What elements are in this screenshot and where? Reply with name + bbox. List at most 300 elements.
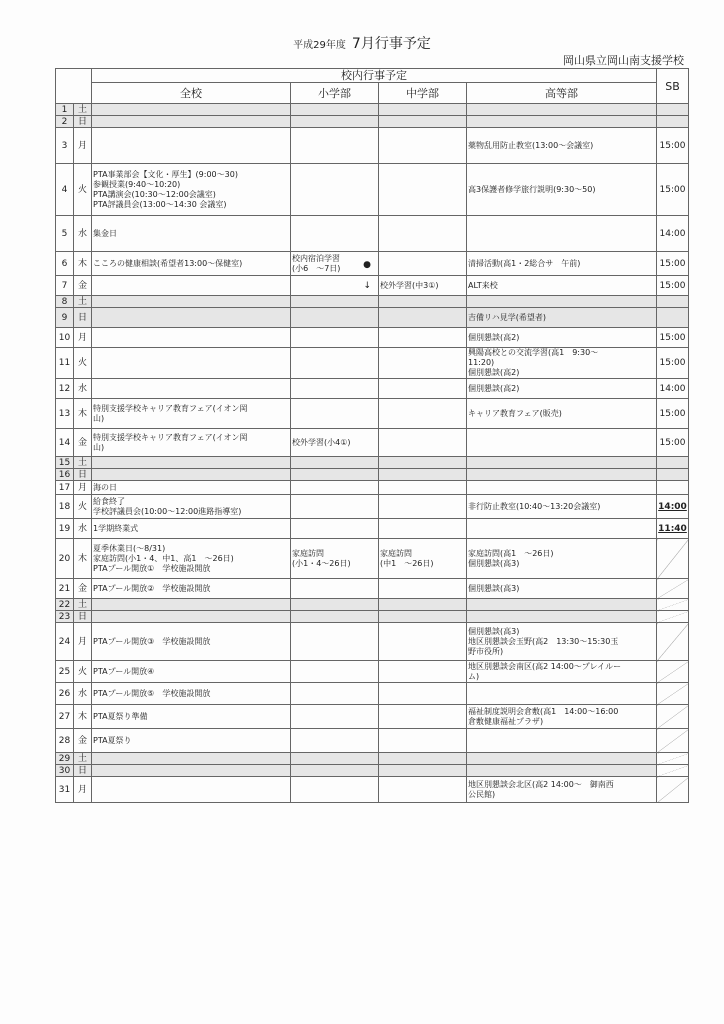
cell-high — [467, 539, 657, 579]
cell-all — [92, 495, 291, 519]
cell-all — [92, 399, 291, 429]
schedule-row — [56, 379, 689, 399]
header-high: 高等部 — [467, 83, 657, 104]
cell-mid — [379, 753, 467, 765]
cell-all — [92, 128, 291, 164]
cell-high — [467, 495, 657, 519]
event-text: ム) — [468, 671, 480, 681]
weekday-cell: 日 — [74, 469, 92, 481]
cell-all — [92, 539, 291, 579]
event-text: 山) — [93, 442, 105, 452]
event-text: 個別懇談(高2) — [468, 332, 520, 342]
cell-elem — [291, 729, 379, 753]
weekday-cell: 火 — [74, 348, 92, 379]
date-cell: 7 — [56, 276, 74, 296]
cell-sb — [657, 623, 689, 661]
cell-sb — [657, 729, 689, 753]
cell-high — [467, 729, 657, 753]
cell-elem — [291, 661, 379, 683]
weekday-cell: 金 — [74, 729, 92, 753]
cell-elem — [291, 765, 379, 777]
cell-elem — [291, 579, 379, 599]
cell-elem — [291, 623, 379, 661]
weekday-cell: 月 — [74, 128, 92, 164]
cell-all — [92, 765, 291, 777]
cell-all — [92, 216, 291, 252]
cell-elem — [291, 104, 379, 116]
cell-all — [92, 252, 291, 276]
date-cell: 31 — [56, 777, 74, 803]
event-text: 学校評議員会(10:00～12:00進路指導室) — [93, 506, 242, 516]
event-text: PTA事業部会【文化・厚生】(9:00～30) — [93, 169, 238, 179]
cell-sb — [657, 104, 689, 116]
cell-elem — [291, 539, 379, 579]
date-cell: 27 — [56, 705, 74, 729]
date-cell: 30 — [56, 765, 74, 777]
schedule-row — [56, 308, 689, 328]
cell-mid — [379, 116, 467, 128]
cell-sb — [657, 611, 689, 623]
date-cell: 25 — [56, 661, 74, 683]
weekday-cell: 日 — [74, 765, 92, 777]
cell-all — [92, 777, 291, 803]
schedule-row — [56, 519, 689, 539]
event-text: PTAプール開放③ 学校施設開放 — [93, 636, 211, 646]
event-text: 個別懇談(高2) — [468, 383, 520, 393]
weekday-cell: 金 — [74, 429, 92, 457]
cell-sb — [657, 777, 689, 803]
cell-all — [92, 348, 291, 379]
event-text: 家庭訪問(高1 ～26日) — [468, 548, 554, 558]
cell-sb — [657, 296, 689, 308]
schedule-row — [56, 599, 689, 611]
cell-all — [92, 379, 291, 399]
cell-all — [92, 683, 291, 705]
cell-mid — [379, 729, 467, 753]
cell-mid — [379, 252, 467, 276]
weekday-cell: 木 — [74, 252, 92, 276]
cell-elem — [291, 164, 379, 216]
cell-sb: 11:40 — [657, 519, 689, 539]
cell-mid — [379, 623, 467, 661]
cell-sb — [657, 661, 689, 683]
schedule-row — [56, 429, 689, 457]
cell-mid — [379, 481, 467, 495]
cell-mid — [379, 777, 467, 803]
schedule-row — [56, 683, 689, 705]
schedule-row — [56, 164, 689, 216]
date-cell: 22 — [56, 599, 74, 611]
cell-mid — [379, 539, 467, 579]
cell-high — [467, 128, 657, 164]
cell-mid — [379, 308, 467, 328]
weekday-cell: 金 — [74, 276, 92, 296]
cell-elem — [291, 683, 379, 705]
cell-mid — [379, 683, 467, 705]
cell-high — [467, 481, 657, 495]
cell-all — [92, 104, 291, 116]
weekday-cell: 火 — [74, 495, 92, 519]
cell-sb: 15:00 — [657, 128, 689, 164]
cell-high — [467, 164, 657, 216]
event-text: 校外学習(中3①) — [380, 280, 439, 290]
event-text: 非行防止教室(10:40～13:20会議室) — [468, 501, 601, 511]
cell-mid — [379, 705, 467, 729]
cell-mid — [379, 579, 467, 599]
schedule-row — [56, 765, 689, 777]
page-title — [0, 33, 724, 53]
event-text: PTAプール開放⑤ 学校施設開放 — [93, 688, 211, 698]
schedule-row — [56, 252, 689, 276]
cell-elem — [291, 519, 379, 539]
cell-sb — [657, 469, 689, 481]
cell-high — [467, 777, 657, 803]
cell-elem — [291, 705, 379, 729]
cell-mid — [379, 429, 467, 457]
weekday-cell: 土 — [74, 599, 92, 611]
event-text: キャリア教育フェア(販売) — [468, 408, 562, 418]
cell-all — [92, 296, 291, 308]
cell-mid — [379, 765, 467, 777]
cell-high — [467, 683, 657, 705]
date-cell: 16 — [56, 469, 74, 481]
cell-all — [92, 276, 291, 296]
cell-all — [92, 519, 291, 539]
date-cell: 23 — [56, 611, 74, 623]
cell-all — [92, 469, 291, 481]
schedule-row — [56, 753, 689, 765]
cell-all — [92, 116, 291, 128]
header-all: 全校 — [92, 83, 291, 104]
cell-high — [467, 579, 657, 599]
event-text: (小6 ～7日) — [292, 263, 341, 273]
cell-all — [92, 328, 291, 348]
cell-elem — [291, 296, 379, 308]
cell-sb: 15:00 — [657, 399, 689, 429]
header-date — [56, 69, 92, 104]
cell-all — [92, 579, 291, 599]
header-elem: 小学部 — [291, 83, 379, 104]
cell-all — [92, 164, 291, 216]
cell-elem — [291, 252, 379, 276]
schedule-row — [56, 481, 689, 495]
cell-sb: 14:00 — [657, 379, 689, 399]
weekday-cell: 木 — [74, 399, 92, 429]
event-text: 薬物乱用防止教室(13:00～会議室) — [468, 140, 594, 150]
date-cell: 10 — [56, 328, 74, 348]
cell-elem — [291, 753, 379, 765]
date-cell: 28 — [56, 729, 74, 753]
cell-high — [467, 623, 657, 661]
event-text: 校内宿泊学習 — [292, 253, 340, 263]
cell-mid — [379, 276, 467, 296]
cell-high — [467, 599, 657, 611]
cell-high — [467, 252, 657, 276]
date-cell: 8 — [56, 296, 74, 308]
event-text: 地区別懇談会玉野(高2 13:30～15:30玉 — [468, 636, 619, 646]
cell-sb: 15:00 — [657, 328, 689, 348]
event-text: 参観授業(9:40～10:20) — [93, 179, 181, 189]
cell-sb — [657, 765, 689, 777]
schedule-row — [56, 623, 689, 661]
event-text: 山) — [93, 413, 105, 423]
event-text: 給食終了 — [93, 496, 125, 506]
title-main: 7月行事予定 — [351, 36, 431, 52]
schedule-row — [56, 399, 689, 429]
schedule-row — [56, 296, 689, 308]
cell-elem — [291, 216, 379, 252]
event-text: 清掃活動(高1・2総合サ 午前) — [468, 258, 581, 268]
date-cell: 15 — [56, 457, 74, 469]
event-text: 家庭訪問 — [292, 548, 324, 558]
event-text: PTA評議員会(13:00～14:30 会議室) — [93, 199, 227, 209]
schedule-row — [56, 469, 689, 481]
event-text: PTA講演会(10:30～12:00会議室) — [93, 189, 216, 199]
weekday-cell: 木 — [74, 705, 92, 729]
cell-high — [467, 104, 657, 116]
weekday-cell: 土 — [74, 104, 92, 116]
weekday-cell: 日 — [74, 308, 92, 328]
date-cell: 3 — [56, 128, 74, 164]
event-text: PTAプール開放② 学校施設開放 — [93, 583, 211, 593]
arrow-down-icon: ↓ — [363, 280, 371, 291]
schedule-body — [56, 104, 689, 803]
weekday-cell: 水 — [74, 379, 92, 399]
date-cell: 4 — [56, 164, 74, 216]
cell-high — [467, 116, 657, 128]
cell-all — [92, 705, 291, 729]
event-text: 吉備リハ見学(希望者) — [468, 312, 547, 322]
cell-sb — [657, 705, 689, 729]
weekday-cell: 月 — [74, 328, 92, 348]
event-text: 特別支援学校キャリア教育フェア(イオン岡 — [93, 403, 248, 413]
cell-all — [92, 308, 291, 328]
date-cell: 29 — [56, 753, 74, 765]
event-text: PTA夏祭り — [93, 735, 132, 745]
cell-sb — [657, 481, 689, 495]
cell-sb — [657, 579, 689, 599]
cell-elem — [291, 611, 379, 623]
cell-high — [467, 705, 657, 729]
cell-elem — [291, 429, 379, 457]
schedule-row — [56, 457, 689, 469]
schedule-row — [56, 705, 689, 729]
cell-sb — [657, 457, 689, 469]
event-text: 地区別懇談会北区(高2 14:00～ 御南西 — [468, 779, 614, 789]
event-text: PTA夏祭り準備 — [93, 711, 148, 721]
cell-mid — [379, 661, 467, 683]
event-text: 夏季休業日(～8/31) — [93, 543, 166, 553]
cell-mid — [379, 399, 467, 429]
cell-elem — [291, 348, 379, 379]
cell-sb: 15:00 — [657, 429, 689, 457]
cell-high — [467, 611, 657, 623]
event-text: こころの健康相談(希望者13:00～保健室) — [93, 258, 243, 268]
header-sb: SB — [657, 69, 689, 104]
cell-elem — [291, 495, 379, 519]
cell-high — [467, 328, 657, 348]
cell-all — [92, 599, 291, 611]
schedule-row — [56, 104, 689, 116]
weekday-cell: 日 — [74, 116, 92, 128]
event-text: (中1 ～26日) — [380, 558, 434, 568]
event-text: 高3保護者修学旅行説明(9:30～50) — [468, 184, 596, 194]
date-cell: 6 — [56, 252, 74, 276]
cell-elem — [291, 777, 379, 803]
cell-mid — [379, 469, 467, 481]
date-cell: 1 — [56, 104, 74, 116]
schedule-row — [56, 328, 689, 348]
cell-sb — [657, 683, 689, 705]
event-text: 野市役所) — [468, 646, 504, 656]
cell-high — [467, 661, 657, 683]
cell-mid — [379, 104, 467, 116]
weekday-cell: 火 — [74, 164, 92, 216]
cell-elem — [291, 599, 379, 611]
event-text: 個別懇談(高3) — [468, 558, 520, 568]
date-cell: 14 — [56, 429, 74, 457]
cell-mid — [379, 328, 467, 348]
cell-mid — [379, 599, 467, 611]
event-text: 福祉制度説明会倉敷(高1 14:00～16:00 — [468, 706, 619, 716]
schedule-row — [56, 276, 689, 296]
cell-sb — [657, 599, 689, 611]
event-text: 海の日 — [93, 482, 117, 492]
date-cell: 19 — [56, 519, 74, 539]
event-text: 倉敷健康福祉プラザ) — [468, 716, 544, 726]
weekday-cell: 金 — [74, 579, 92, 599]
event-text: 校外学習(小4①) — [292, 437, 351, 447]
date-cell: 13 — [56, 399, 74, 429]
cell-mid — [379, 379, 467, 399]
schedule-row — [56, 579, 689, 599]
weekday-cell: 水 — [74, 683, 92, 705]
event-text: PTAプール開放④ — [93, 666, 155, 676]
date-cell: 12 — [56, 379, 74, 399]
cell-all — [92, 481, 291, 495]
event-text: 個別懇談(高2) — [468, 368, 520, 377]
cell-mid — [379, 611, 467, 623]
cell-sb — [657, 753, 689, 765]
schedule-row — [56, 495, 689, 519]
cell-all — [92, 623, 291, 661]
cell-all — [92, 611, 291, 623]
cell-sb: 14:00 — [657, 216, 689, 252]
event-text: ALT来校 — [468, 280, 498, 290]
cell-elem — [291, 469, 379, 481]
schedule-row — [56, 116, 689, 128]
weekday-cell: 木 — [74, 539, 92, 579]
cell-all — [92, 457, 291, 469]
event-text: (小1・4～26日) — [292, 558, 351, 568]
cell-mid — [379, 519, 467, 539]
cell-sb: 14:00 — [657, 495, 689, 519]
cell-sb: 15:00 — [657, 164, 689, 216]
event-text: 地区別懇談会南区(高2 14:00～プレイルー — [468, 661, 622, 671]
cell-high — [467, 348, 657, 379]
event-text: 特別支援学校キャリア教育フェア(イオン岡 — [93, 432, 248, 442]
weekday-cell: 月 — [74, 481, 92, 495]
date-cell: 26 — [56, 683, 74, 705]
event-text: 11:20) — [468, 358, 495, 367]
event-text: 個別懇談(高3) — [468, 583, 520, 593]
cell-high — [467, 399, 657, 429]
event-text: 個別懇談(高3) — [468, 626, 520, 636]
cell-elem — [291, 379, 379, 399]
schedule-row — [56, 348, 689, 379]
weekday-cell: 土 — [74, 457, 92, 469]
weekday-cell: 火 — [74, 661, 92, 683]
weekday-cell: 土 — [74, 753, 92, 765]
cell-all — [92, 729, 291, 753]
arrow-icon: ● — [363, 259, 371, 270]
cell-elem — [291, 328, 379, 348]
event-text: 家庭訪問(小1・4、中1、高1 ～26日) — [93, 553, 234, 563]
date-cell: 9 — [56, 308, 74, 328]
cell-mid — [379, 495, 467, 519]
cell-high — [467, 469, 657, 481]
cell-elem — [291, 399, 379, 429]
weekday-cell: 月 — [74, 777, 92, 803]
cell-high — [467, 308, 657, 328]
schedule-table — [55, 68, 689, 803]
date-cell: 11 — [56, 348, 74, 379]
cell-high — [467, 429, 657, 457]
cell-elem — [291, 276, 379, 296]
school-name: 岡山県立岡山南支援学校 — [563, 54, 684, 67]
cell-sb: 15:00 — [657, 252, 689, 276]
cell-high — [467, 216, 657, 252]
header-group: 校内行事予定 — [92, 69, 657, 83]
cell-high — [467, 519, 657, 539]
cell-sb — [657, 308, 689, 328]
cell-elem — [291, 457, 379, 469]
event-text: 1学期終業式 — [93, 523, 139, 533]
cell-high — [467, 296, 657, 308]
cell-sb — [657, 539, 689, 579]
cell-mid — [379, 296, 467, 308]
date-cell: 18 — [56, 495, 74, 519]
event-text: 集金日 — [93, 228, 117, 238]
cell-elem — [291, 481, 379, 495]
date-cell: 24 — [56, 623, 74, 661]
cell-mid — [379, 164, 467, 216]
cell-all — [92, 753, 291, 765]
schedule-row — [56, 661, 689, 683]
event-text: 興陽高校との交流学習(高1 9:30～ — [468, 348, 599, 357]
cell-mid — [379, 128, 467, 164]
weekday-cell: 月 — [74, 623, 92, 661]
cell-high — [467, 457, 657, 469]
schedule-row — [56, 539, 689, 579]
cell-elem — [291, 116, 379, 128]
schedule-row — [56, 216, 689, 252]
weekday-cell: 水 — [74, 519, 92, 539]
cell-mid — [379, 348, 467, 379]
cell-elem — [291, 308, 379, 328]
date-cell: 2 — [56, 116, 74, 128]
cell-sb: 15:00 — [657, 348, 689, 379]
schedule-row — [56, 777, 689, 803]
date-cell: 20 — [56, 539, 74, 579]
cell-high — [467, 765, 657, 777]
cell-high — [467, 276, 657, 296]
schedule-row — [56, 611, 689, 623]
schedule-row — [56, 128, 689, 164]
cell-elem — [291, 128, 379, 164]
fiscal-year: 平成29年度 — [293, 40, 346, 51]
cell-sb — [657, 116, 689, 128]
